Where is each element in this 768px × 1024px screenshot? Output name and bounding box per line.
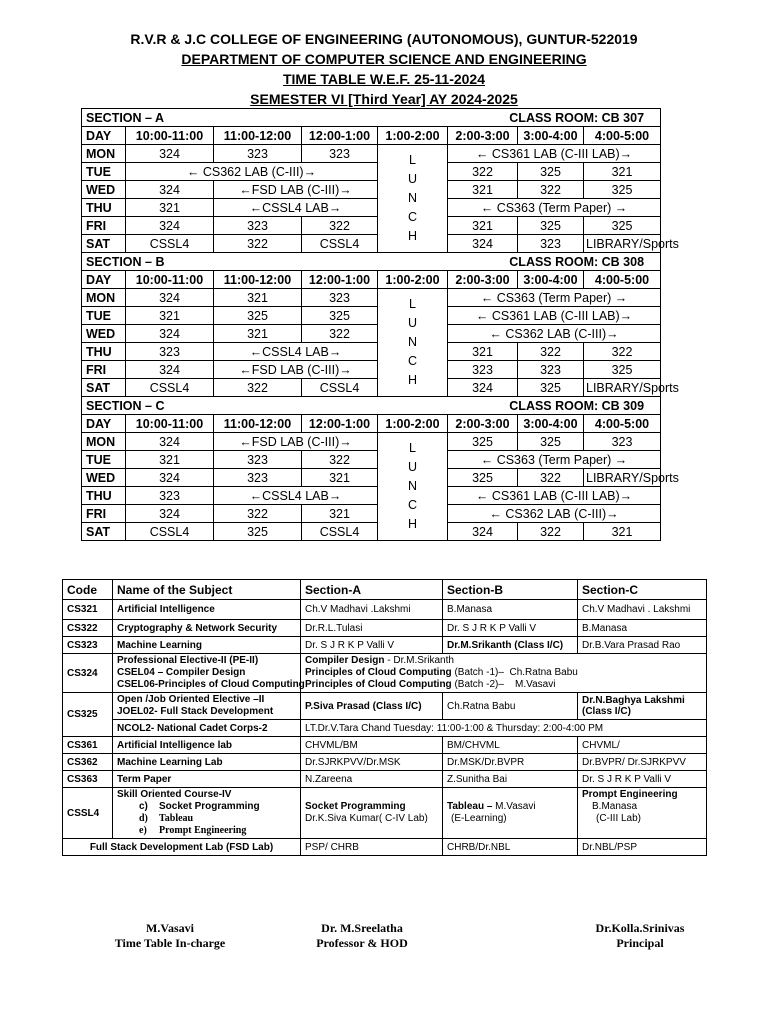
time-slot-header: 3:00-4:00 [518,271,584,289]
period-cell: 323 [126,487,214,505]
period-cell: LIBRARY/Sports [584,235,661,253]
day-label: MON [82,433,126,451]
course-note: (E-Learning) [451,813,507,824]
period-cell: 324 [126,217,214,235]
course-name: Compiler Design [305,655,385,666]
lunch-break [378,145,448,253]
period-cell: 325 [448,469,518,487]
subject-name: Artificial Intelligence [113,600,301,620]
semester-title: SEMESTER VI [Third Year] AY 2024-2025 [250,91,518,107]
slot-header-row [82,415,661,433]
allocation-line [305,667,702,679]
period-cell: 322 [518,181,584,199]
allocation-line [305,679,702,691]
period-cell: 323 [302,145,378,163]
section-title-row [82,253,661,271]
subject-name [113,788,301,839]
period-cell: 321 [584,163,661,181]
subject-row [63,771,707,788]
section-c-faculty: CHVML/ [578,737,707,754]
period-cell: 325 [302,307,378,325]
subject-row [63,720,707,737]
course-name: Socket Programming [305,801,406,812]
lunch-letter: L [409,297,416,311]
period-cell: CSSL4 [126,235,214,253]
course-title: Skill Oriented Course-IV [117,789,232,800]
lunch-letter: N [407,191,418,205]
elective-allocation [301,654,707,693]
lunch-letter: N [407,479,418,493]
period-cell: 324 [126,433,214,451]
period-cell: ← CS362 LAB (C-III)→ [126,163,378,181]
time-slot-header: 11:00-12:00 [214,271,302,289]
course-option: e) Prompt Engineering [139,825,247,836]
period-cell: ←CSSL4 LAB→ [214,343,378,361]
class-room: CLASS ROOM: CB 308 [509,254,645,269]
lunch-letter: C [407,498,418,512]
header-section-c: Section-C [578,580,707,600]
day-label: TUE [82,307,126,325]
day-row [82,199,661,217]
lunch-letter: H [407,229,418,243]
subject-code: CSSL4 [63,788,113,839]
day-row [82,379,661,397]
section-c-faculty [578,788,707,839]
lunch-letter: L [409,153,416,167]
allocation-line [305,655,702,667]
course-option: c) Socket Programming [139,801,260,812]
period-cell: ←CSSL4 LAB→ [214,487,378,505]
batch: (Batch -1)– [454,667,504,678]
period-cell: 321 [448,343,518,361]
period-cell: ← CS361 LAB (C-III LAB)→ [448,487,661,505]
period-cell: ←FSD LAB (C-III)→ [214,181,378,199]
timetable-title: TIME TABLE W.E.F. 25-11-2024 [282,71,486,87]
time-slot-header: 12:00-1:00 [302,127,378,145]
day-row [82,469,661,487]
subject-row [63,620,707,637]
elective-option: CSEL04 – Compiler Design [117,667,246,678]
section-c-faculty: Dr.NBL/PSP [578,839,707,856]
subject-row [63,839,707,856]
period-cell: 324 [126,361,214,379]
day-label: SAT [82,379,126,397]
period-cell: 323 [214,451,302,469]
period-cell: 324 [126,325,214,343]
section-name: SECTION – A [86,110,165,125]
period-cell: ←CSSL4 LAB→ [214,199,378,217]
section-c-faculty: Dr.BVPR/ Dr.SJRKPVV [578,754,707,771]
faculty: Dr.K.Siva Kumar( C-IV Lab) [305,813,428,824]
day-row [82,181,661,199]
time-slot-header: 3:00-4:00 [518,415,584,433]
period-cell: ←FSD LAB (C-III)→ [214,433,378,451]
period-cell: 322 [518,343,584,361]
subject-allocation-table [62,579,707,856]
day-label: FRI [82,505,126,523]
course-option: d) Tableau [139,813,194,824]
day-label: THU [82,487,126,505]
time-slot-header: 2:00-3:00 [448,415,518,433]
signatory-role: Time Table In-charge [114,936,226,950]
day-label: TUE [82,451,126,469]
section-b-faculty: CHRB/Dr.NBL [443,839,578,856]
period-cell: 325 [214,523,302,541]
period-cell: ← CS362 LAB (C-III)→ [448,325,661,343]
subject-code: CS325 [63,693,113,737]
course-name: Principles of Cloud Computing [305,667,452,678]
section-b-faculty: Dr.MSK/Dr.BVPR [443,754,578,771]
period-cell: ← CS363 (Term Paper) → [448,199,661,217]
elective-title: Open /Job Oriented Elective –II [117,694,265,705]
period-cell: ← CS361 LAB (C-III LAB)→ [448,145,661,163]
time-slot-header: 4:00-5:00 [584,127,661,145]
period-cell: 321 [126,451,214,469]
header-section-a: Section-A [301,580,443,600]
lunch-letter: U [407,172,418,186]
subject-row [63,654,707,693]
signatory-name: Dr. M.Sreelatha [321,921,403,935]
time-slot-header: 10:00-11:00 [126,127,214,145]
period-cell: 325 [518,217,584,235]
signatory-name: M.Vasavi [146,921,194,935]
day-row [82,343,661,361]
period-cell: 324 [448,379,518,397]
period-cell: CSSL4 [126,523,214,541]
period-cell: 323 [214,217,302,235]
slot-header-row [82,127,661,145]
lunch-break [378,289,448,397]
day-label: TUE [82,163,126,181]
time-slot-header: 1:00-2:00 [378,415,448,433]
section-b-faculty: Z.Sunitha Bai [443,771,578,788]
slot-header-row [82,271,661,289]
subject-header-row [63,580,707,600]
elective-option: JOEL02- Full Stack Development [117,706,274,717]
day-row [82,451,661,469]
subject-code: CS321 [63,600,113,620]
lunch-letter: H [407,373,418,387]
period-cell: 324 [126,289,214,307]
day-label: MON [82,145,126,163]
subject-code: CS323 [63,637,113,654]
subject-name: Term Paper [113,771,301,788]
section-name: SECTION – B [86,254,165,269]
period-cell: 325 [448,433,518,451]
subject-name: Cryptography & Network Security [113,620,301,637]
lunch-letter: H [407,517,418,531]
period-cell: 321 [214,325,302,343]
lunch-letter: N [407,335,418,349]
period-cell: 321 [214,289,302,307]
lunch-letter: L [409,441,416,455]
day-row [82,145,661,163]
day-row [82,163,661,181]
subject-row [63,637,707,654]
subject-row [63,788,707,839]
period-cell: ← CS363 (Term Paper) → [448,451,661,469]
period-cell: 322 [302,451,378,469]
faculty: B.Manasa [592,801,638,812]
period-cell: 323 [518,235,584,253]
section-title-row [82,397,661,415]
time-slot-header: 4:00-5:00 [584,271,661,289]
signature-block [100,921,240,951]
period-cell: 321 [448,181,518,199]
period-cell: LIBRARY/Sports [584,469,661,487]
day-label: THU [82,343,126,361]
period-cell: 323 [584,433,661,451]
faculty: - Dr.M.Srikanth [387,655,454,666]
subject-row [63,693,707,720]
section-title-row [82,109,661,127]
course-note: (C-III Lab) [596,813,642,824]
course-name: Prompt Engineering [582,789,678,800]
day-label: FRI [82,361,126,379]
period-cell: CSSL4 [302,235,378,253]
section-a-faculty: Dr.SJRKPVV/Dr.MSK [301,754,443,771]
subject-row [63,737,707,754]
college-title: R.V.R & J.C COLLEGE OF ENGINEERING (AUTONOMOUS), GUNTUR-522019 [130,31,638,47]
period-cell: ← CS363 (Term Paper) → [448,289,661,307]
subject-code: CS362 [63,754,113,771]
signatory-role: Professor & HOD [316,936,408,950]
period-cell: 323 [302,289,378,307]
header-section-b: Section-B [443,580,578,600]
period-cell: 323 [214,145,302,163]
period-cell: CSSL4 [302,379,378,397]
ncc-faculty: LT.Dr.V.Tara Chand Tuesday: 11:00-1:00 & Thursday: 2:00-4:00 PM [301,720,707,737]
period-cell: 323 [126,343,214,361]
period-cell: 321 [448,217,518,235]
section-a-faculty: P.Siva Prasad (Class I/C) [301,693,443,720]
period-cell: 325 [518,163,584,181]
lunch-letter: U [407,460,418,474]
section-b-faculty: Ch.Ratna Babu [443,693,578,720]
day-label: SAT [82,523,126,541]
subject-name: Machine Learning Lab [113,754,301,771]
day-header: DAY [82,415,126,433]
day-row [82,289,661,307]
period-cell: ← CS361 LAB (C-III LAB)→ [448,307,661,325]
period-cell: 322 [214,505,302,523]
day-label: FRI [82,217,126,235]
section-c-faculty: Dr.N.Baghya Lakshmi (Class I/C) [578,693,707,720]
signature-block [570,921,710,951]
subject-name [113,693,301,720]
elective-option: CSEL06-Principles of Cloud Computing [117,679,305,690]
subject-code: CS322 [63,620,113,637]
section-title [82,109,661,127]
period-cell: 325 [584,361,661,379]
section-b-faculty: Dr. S J R K P Valli V [443,620,578,637]
period-cell: 325 [584,217,661,235]
department-title: DEPARTMENT OF COMPUTER SCIENCE AND ENGINEERING [181,51,587,67]
time-slot-header: 11:00-12:00 [214,415,302,433]
time-slot-header: 1:00-2:00 [378,127,448,145]
section-title [82,253,661,271]
signatory-role: Principal [616,936,664,950]
faculty: M.Vasavi [515,679,556,690]
course-line: Tableau – M.Vasavi [447,801,536,812]
elective-title: Professional Elective-II (PE-II) [117,655,259,666]
day-label: WED [82,469,126,487]
period-cell: LIBRARY/Sports [584,379,661,397]
time-slot-header: 12:00-1:00 [302,271,378,289]
period-cell: 322 [302,325,378,343]
period-cell: 323 [518,361,584,379]
section-a-faculty: Dr.R.L.Tulasi [301,620,443,637]
period-cell: 322 [518,523,584,541]
day-row [82,235,661,253]
period-cell: 322 [214,235,302,253]
signatory-name: Dr.Kolla.Srinivas [595,921,685,935]
section-b-faculty: Dr.M.Srikanth (Class I/C) [443,637,578,654]
period-cell: 324 [126,145,214,163]
day-row [82,505,661,523]
lunch-letter: C [407,354,418,368]
section-a-faculty: Ch.V Madhavi .Lakshmi [301,600,443,620]
period-cell: 322 [448,163,518,181]
period-cell: 324 [126,505,214,523]
section-a-faculty: PSP/ CHRB [301,839,443,856]
period-cell: CSSL4 [302,523,378,541]
subject-row [63,600,707,620]
section-c-faculty: B.Manasa [578,620,707,637]
day-row [82,325,661,343]
time-slot-header: 10:00-11:00 [126,271,214,289]
class-room: CLASS ROOM: CB 307 [509,110,645,125]
section-title [82,397,661,415]
day-row [82,487,661,505]
period-cell: 325 [518,433,584,451]
section-c-faculty: Dr. S J R K P Valli V [578,771,707,788]
subject-name: Artificial Intelligence lab [113,737,301,754]
period-cell: 322 [584,343,661,361]
subject-name: Full Stack Development Lab (FSD Lab) [63,839,301,856]
subject-code: CS363 [63,771,113,788]
lunch-letter: U [407,316,418,330]
period-cell: 324 [126,181,214,199]
section-a-faculty: CHVML/BM [301,737,443,754]
day-label: MON [82,289,126,307]
course-name: Principles of Cloud Computing [305,679,452,690]
day-header: DAY [82,127,126,145]
section-b-faculty: B.Manasa [443,600,578,620]
day-label: THU [82,199,126,217]
time-slot-header: 10:00-11:00 [126,415,214,433]
subject-code: CS361 [63,737,113,754]
time-slot-header: 2:00-3:00 [448,271,518,289]
period-cell: 321 [302,505,378,523]
day-row [82,433,661,451]
period-cell: 324 [448,235,518,253]
time-slot-header: 12:00-1:00 [302,415,378,433]
period-cell: ← CS362 LAB (C-III)→ [448,505,661,523]
timetable-grid [81,108,679,541]
period-cell: 323 [448,361,518,379]
faculty: Ch.Ratna Babu [509,667,578,678]
section-a-faculty: N.Zareena [301,771,443,788]
period-cell: 324 [448,523,518,541]
day-row [82,523,661,541]
period-cell: ←FSD LAB (C-III)→ [214,361,378,379]
subject-name: Machine Learning [113,637,301,654]
period-cell: 322 [302,217,378,235]
day-label: SAT [82,235,126,253]
period-cell: 325 [214,307,302,325]
section-b-faculty: BM/CHVML [443,737,578,754]
subject-name: NCOL2- National Cadet Corps-2 [113,720,301,737]
header-subject: Name of the Subject [113,580,301,600]
lunch-letter: C [407,210,418,224]
period-cell: 323 [214,469,302,487]
day-header: DAY [82,271,126,289]
section-b-faculty [443,788,578,839]
time-slot-header: 1:00-2:00 [378,271,448,289]
day-label: WED [82,181,126,199]
section-a-faculty: Dr. S J R K P Valli V [301,637,443,654]
day-label: WED [82,325,126,343]
section-c-faculty: Ch.V Madhavi . Lakshmi [578,600,707,620]
subject-row [63,754,707,771]
period-cell: CSSL4 [126,379,214,397]
section-name: SECTION – C [86,398,165,413]
period-cell: 322 [214,379,302,397]
period-cell: 321 [302,469,378,487]
batch: (Batch -2)– [454,679,504,690]
time-slot-header: 4:00-5:00 [584,415,661,433]
time-slot-header: 2:00-3:00 [448,127,518,145]
header-code: Code [63,580,113,600]
period-cell: 325 [518,379,584,397]
time-slot-header: 11:00-12:00 [214,127,302,145]
subject-code: CS324 [63,654,113,693]
section-a-faculty [301,788,443,839]
lunch-break [378,433,448,541]
period-cell: 324 [126,469,214,487]
day-row [82,361,661,379]
period-cell: 322 [518,469,584,487]
time-slot-header: 3:00-4:00 [518,127,584,145]
day-row [82,217,661,235]
day-row [82,307,661,325]
section-c-faculty: Dr.B.Vara Prasad Rao [578,637,707,654]
period-cell: 325 [584,181,661,199]
period-cell: 321 [126,199,214,217]
period-cell: 321 [126,307,214,325]
class-room: CLASS ROOM: CB 309 [509,398,645,413]
period-cell: 321 [584,523,661,541]
signature-block [292,921,432,951]
subject-name [113,654,305,693]
